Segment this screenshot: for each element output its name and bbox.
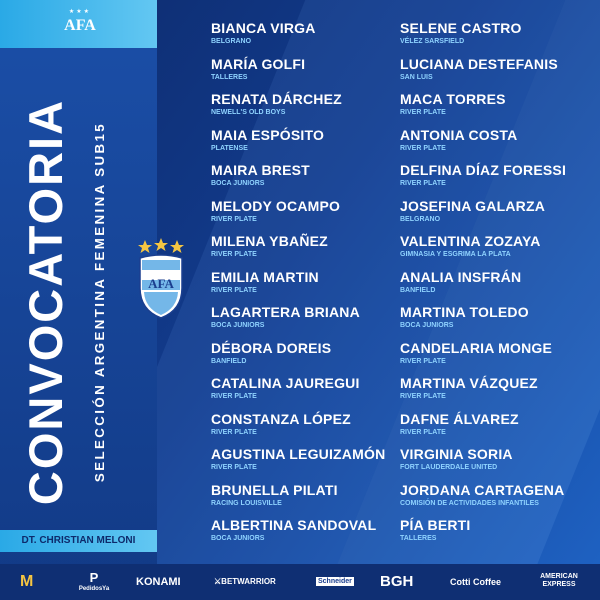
player-name: DÉBORA DOREIS <box>211 339 332 356</box>
player-name: MARTINA TOLEDO <box>400 304 529 320</box>
player-club: RACING LOUISVILLE <box>211 499 282 507</box>
player-name: CANDELARIA MONGE <box>400 339 553 356</box>
player-item <box>400 446 566 482</box>
player-item <box>211 411 385 447</box>
player-club: PLATENSE <box>211 144 248 152</box>
sponsor-label: Schneider <box>318 578 352 585</box>
player-item <box>211 482 385 518</box>
player-name: MARTINA VÁZQUEZ <box>400 375 538 391</box>
sponsor-logo <box>214 564 284 600</box>
player-name: MARÍA GOLFI <box>211 55 306 72</box>
player-name: MACA TORRES <box>400 91 506 107</box>
sponsor-label: AMERICAN EXPRESS <box>540 573 578 589</box>
player-name: DAFNE ÁLVAREZ <box>400 410 519 427</box>
player-name: RENATA DÁRCHEZ <box>211 91 342 107</box>
player-club: RIVER PLATE <box>211 393 257 400</box>
player-name: MAIRA BREST <box>211 162 310 178</box>
player-name: SELENE CASTRO <box>400 20 522 36</box>
player-item <box>211 91 385 127</box>
player-item <box>211 233 385 269</box>
player-name: ANTONIA COSTA <box>400 126 518 143</box>
sponsor-label: BGH <box>380 573 414 590</box>
stars-icon: ★★★ <box>68 9 92 15</box>
player-club: BELGRANO <box>400 215 441 223</box>
player-name: VIRGINIA SORIA <box>400 446 513 462</box>
player-club: RIVER PLATE <box>211 428 257 436</box>
player-club: BOCA JUNIORS <box>211 322 265 329</box>
player-club: RIVER PLATE <box>211 215 257 223</box>
player-club: RIVER PLATE <box>211 251 257 258</box>
afa-crest-icon <box>134 236 188 320</box>
player-item <box>400 233 566 269</box>
page-subtitle: SELECCIÓN ARGENTINA FEMENINA SUB15 <box>92 121 107 483</box>
svg-text:AFA: AFA <box>148 276 174 291</box>
player-name: JOSEFINA GALARZA <box>400 197 546 214</box>
sponsor-logo <box>72 564 116 600</box>
player-club: NEWELL'S OLD BOYS <box>211 109 286 116</box>
sponsor-bar <box>0 564 600 600</box>
sponsor-logo <box>316 564 350 600</box>
player-name: MILENA YBAÑEZ <box>211 233 328 249</box>
player-item <box>211 56 385 92</box>
player-club: VÉLEZ SARSFIELD <box>400 38 465 45</box>
player-club: TALLERES <box>211 73 248 81</box>
player-item <box>211 269 385 305</box>
sponsor-logo <box>136 564 186 600</box>
sponsor-label: BETWARRIOR <box>221 577 276 586</box>
player-item <box>400 304 566 340</box>
player-club: FORT LAUDERDALE UNITED <box>400 464 498 471</box>
player-club: BELGRANO <box>211 38 252 45</box>
player-club: RIVER PLATE <box>400 109 446 116</box>
sponsor-logo <box>450 564 508 600</box>
player-name: VALENTINA ZOZAYA <box>400 233 541 249</box>
player-club: RIVER PLATE <box>211 286 257 294</box>
player-club: RIVER PLATE <box>400 357 446 365</box>
player-item <box>400 127 566 163</box>
player-item <box>211 162 385 198</box>
player-item <box>211 517 385 553</box>
player-item <box>400 56 566 92</box>
player-club: RIVER PLATE <box>211 464 257 471</box>
players-column-left <box>211 20 385 553</box>
player-item <box>211 375 385 411</box>
sponsor-label: Cotti Coffee <box>450 577 501 587</box>
player-club: RIVER PLATE <box>400 144 446 152</box>
player-name: MELODY OCAMPO <box>211 197 341 214</box>
player-name: LUCIANA DESTEFANIS <box>400 55 558 72</box>
player-item <box>211 198 385 234</box>
sponsor-label: PedidosYa <box>78 586 110 592</box>
player-item <box>211 127 385 163</box>
player-club: COMISIÓN DE ACTIVIDADES INFANTILES <box>400 499 539 507</box>
player-name: AGUSTINA LEGUIZAMÓN <box>211 446 386 462</box>
player-item <box>400 482 566 518</box>
player-name: BRUNELLA PILATI <box>211 481 338 498</box>
player-club: RIVER PLATE <box>400 428 446 436</box>
player-item <box>211 20 385 56</box>
player-item <box>400 375 566 411</box>
player-item <box>211 340 385 376</box>
sponsor-label: KONAMI <box>136 576 181 588</box>
player-name: MAIA ESPÓSITO <box>211 126 325 143</box>
afa-logo-text: AFA <box>64 17 96 34</box>
player-item <box>400 198 566 234</box>
player-name: CATALINA JAUREGUI <box>211 375 360 391</box>
player-name: ALBERTINA SANDOVAL <box>211 517 377 533</box>
player-club: BANFIELD <box>400 286 436 294</box>
player-club: RIVER PLATE <box>400 180 446 187</box>
player-item <box>211 304 385 340</box>
player-name: BIANCA VIRGA <box>211 20 316 36</box>
player-item <box>400 20 566 56</box>
coach-bar <box>0 530 157 552</box>
player-name: LAGARTERA BRIANA <box>211 304 360 320</box>
player-item <box>211 446 385 482</box>
sponsor-logo <box>536 564 582 600</box>
coach-label: DT. CHRISTIAN MELONI <box>21 535 136 546</box>
player-club: BOCA JUNIORS <box>400 322 454 329</box>
afa-logo-top <box>63 9 97 43</box>
player-item <box>400 162 566 198</box>
player-item <box>400 411 566 447</box>
player-club: RIVER PLATE <box>400 393 446 400</box>
player-item <box>400 269 566 305</box>
player-item <box>400 340 566 376</box>
player-club: BOCA JUNIORS <box>211 180 265 187</box>
player-name: DELFINA DÍAZ FORESSI <box>400 162 567 178</box>
player-club: BANFIELD <box>211 357 247 365</box>
player-club: SAN LUIS <box>400 73 433 81</box>
players-column-right <box>400 20 566 553</box>
page-title: CONVOCATORIA <box>19 98 72 506</box>
player-club: GIMNASIA Y ESGRIMA LA PLATA <box>400 251 511 258</box>
player-name: CONSTANZA LÓPEZ <box>211 410 351 427</box>
player-club: TALLERES <box>400 535 437 542</box>
player-item <box>400 91 566 127</box>
mcdonalds-icon: M <box>20 573 34 590</box>
player-name: PÍA BERTI <box>400 517 471 533</box>
player-name: EMILIA MARTIN <box>211 268 319 285</box>
player-name: ANALIA INSFRÁN <box>400 268 522 285</box>
betwarrior-icon: ⚔ <box>214 577 222 586</box>
player-club: BOCA JUNIORS <box>211 535 265 542</box>
sponsor-logo <box>380 564 418 600</box>
sponsor-logo <box>20 564 40 600</box>
pedidosya-icon: P <box>89 570 99 585</box>
player-name: JORDANA CARTAGENA <box>400 481 565 498</box>
player-item <box>400 517 566 553</box>
